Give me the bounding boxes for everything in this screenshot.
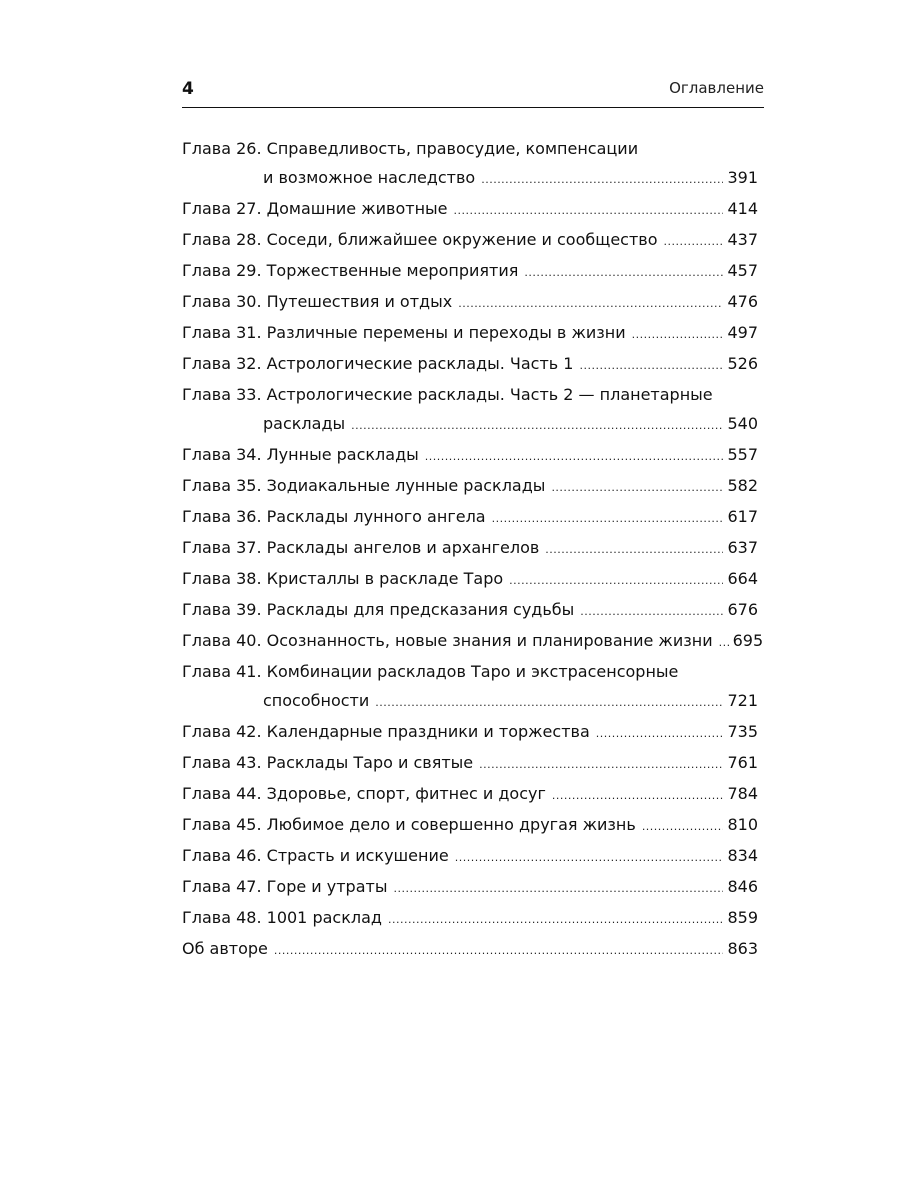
toc-entry-title: Глава 34. Лунные расклады	[182, 445, 419, 464]
toc-entry-line	[182, 810, 758, 841]
toc-entry-title: Глава 36. Расклады лунного ангела	[182, 507, 486, 526]
toc-entry-line	[182, 533, 758, 564]
toc-entry-page: 582	[727, 476, 758, 495]
toc-entry-title: Глава 32. Астрологические расклады. Часть 1	[182, 354, 574, 373]
dot-leader	[393, 872, 723, 903]
toc-entry-title: и возможное наследство	[263, 168, 476, 187]
dot-leader	[551, 471, 723, 502]
toc-entry-page: 810	[727, 815, 758, 834]
toc-entry-line	[182, 595, 758, 626]
toc-entry-line	[182, 748, 758, 779]
toc-entry-title: Глава 27. Домашние животные	[182, 199, 448, 218]
toc-entry-line	[182, 686, 758, 717]
dot-leader	[664, 225, 724, 256]
toc-entry-title: Об авторе	[182, 939, 268, 958]
dot-leader	[455, 841, 724, 872]
toc-entry-title: Глава 33. Астрологические расклады. Часть 2 — планетарные	[182, 385, 713, 404]
toc-entry-line	[182, 626, 764, 657]
toc-entry-line	[182, 409, 758, 440]
toc-entry-page: 476	[727, 292, 758, 311]
toc-entry-page: 846	[727, 877, 758, 896]
toc-entry-title: способности	[263, 691, 370, 710]
toc-entry	[182, 564, 758, 595]
toc-entry-line	[182, 134, 758, 163]
dot-leader	[458, 287, 723, 318]
toc-entry-line	[182, 318, 758, 349]
dot-leader	[351, 409, 723, 440]
toc-entry	[182, 934, 758, 965]
toc-entry-title: Глава 28. Соседи, ближайшее окружение и сообщество	[182, 230, 658, 249]
dot-leader	[388, 903, 723, 934]
toc-entry-title: Глава 42. Календарные праздники и торжества	[182, 722, 590, 741]
dot-leader	[596, 717, 724, 748]
toc-entry-title: Глава 37. Расклады ангелов и архангелов	[182, 538, 540, 557]
toc-entry	[182, 533, 758, 564]
toc-entry-title: Глава 40. Осознанность, новые знания и планирование жизни	[182, 631, 713, 650]
toc-entry	[182, 595, 758, 626]
dot-leader	[375, 686, 723, 717]
dot-leader	[552, 779, 724, 810]
toc-entry-page: 497	[727, 323, 758, 342]
dot-leader	[545, 533, 723, 564]
toc-entry-line	[182, 380, 758, 409]
toc-entry-line	[182, 657, 758, 686]
toc-entry-line	[182, 841, 758, 872]
toc-entry-line	[182, 903, 758, 934]
toc-entry	[182, 872, 758, 903]
dot-leader	[719, 626, 729, 657]
dot-leader	[454, 194, 724, 225]
toc-entry-page: 526	[727, 354, 758, 373]
toc-entry-title: Глава 43. Расклады Таро и святые	[182, 753, 474, 772]
page-number: 4	[182, 79, 194, 99]
toc-entry-line	[182, 349, 758, 380]
toc-entry-page: 457	[727, 261, 758, 280]
dot-leader	[481, 163, 723, 194]
header-divider	[182, 107, 764, 108]
toc-entry-title: Глава 35. Зодиакальные лунные расклады	[182, 476, 546, 495]
dot-leader	[492, 502, 724, 533]
toc-entry-line	[182, 872, 758, 903]
toc-entry	[182, 717, 758, 748]
dot-leader	[274, 934, 724, 965]
toc-entry-page: 859	[727, 908, 758, 927]
dot-leader	[580, 595, 723, 626]
toc-entry-title: Глава 44. Здоровье, спорт, фитнес и досуг	[182, 784, 546, 803]
toc-entry-title: Глава 46. Страсть и искушение	[182, 846, 449, 865]
toc-entry-title: Глава 38. Кристаллы в раскладе Таро	[182, 569, 504, 588]
toc-entry	[182, 626, 764, 657]
toc-entry	[182, 194, 758, 225]
toc-entry-page: 695	[732, 631, 764, 650]
toc-entry-page: 664	[727, 569, 758, 588]
toc-entry	[182, 440, 758, 471]
toc-entry	[182, 318, 758, 349]
section-title: Оглавление	[669, 79, 764, 97]
dot-leader	[509, 564, 723, 595]
toc-entry-line	[182, 471, 758, 502]
toc-entry-line	[182, 194, 758, 225]
toc-entry	[182, 134, 758, 194]
toc-entry-line	[182, 287, 758, 318]
dot-leader	[524, 256, 723, 287]
toc-entry	[182, 225, 758, 256]
dot-leader	[479, 748, 723, 779]
toc-entry-page: 437	[727, 230, 758, 249]
toc-entry-title: Глава 26. Справедливость, правосудие, компенсации	[182, 139, 639, 158]
dot-leader	[642, 810, 724, 841]
toc-entry-page: 637	[727, 538, 758, 557]
toc-entry-title: Глава 39. Расклады для предсказания судьбы	[182, 600, 575, 619]
toc-entry	[182, 502, 758, 533]
toc-entry-page: 557	[727, 445, 758, 464]
toc-entry-title: Глава 48. 1001 расклад	[182, 908, 382, 927]
table-of-contents	[182, 134, 764, 965]
toc-entry-page: 784	[727, 784, 758, 803]
toc-entry	[182, 287, 758, 318]
toc-entry	[182, 349, 758, 380]
toc-entry-line	[182, 717, 758, 748]
toc-entry-page: 414	[727, 199, 758, 218]
toc-entry	[182, 380, 758, 440]
toc-entry-page: 540	[727, 414, 758, 433]
toc-entry-line	[182, 256, 758, 287]
toc-entry	[182, 903, 758, 934]
toc-entry-line	[182, 225, 758, 256]
toc-entry-line	[182, 934, 758, 965]
toc-entry-page: 863	[727, 939, 758, 958]
toc-entry-title: Глава 45. Любимое дело и совершенно другая жизнь	[182, 815, 636, 834]
toc-entry-title: Глава 41. Комбинации раскладов Таро и экстрасенсорные	[182, 662, 679, 681]
toc-entry	[182, 657, 758, 717]
toc-entry-title: Глава 47. Горе и утраты	[182, 877, 388, 896]
toc-entry-page: 391	[727, 168, 758, 187]
toc-entry-line	[182, 564, 758, 595]
dot-leader	[579, 349, 723, 380]
dot-leader	[632, 318, 724, 349]
toc-entry	[182, 841, 758, 872]
dot-leader	[425, 440, 724, 471]
toc-entry-title: Глава 29. Торжественные мероприятия	[182, 261, 519, 280]
toc-entry-page: 676	[727, 600, 758, 619]
toc-entry-title: Глава 30. Путешествия и отдых	[182, 292, 453, 311]
toc-entry	[182, 256, 758, 287]
toc-entry-page: 761	[727, 753, 758, 772]
toc-entry-page: 735	[727, 722, 758, 741]
toc-entry	[182, 779, 758, 810]
toc-entry-line	[182, 163, 758, 194]
toc-entry-title: Глава 31. Различные перемены и переходы в жизни	[182, 323, 626, 342]
page-header	[182, 76, 764, 106]
toc-entry	[182, 810, 758, 841]
toc-entry-page: 834	[727, 846, 758, 865]
toc-entry-page: 721	[727, 691, 758, 710]
toc-entry	[182, 748, 758, 779]
toc-entry-line	[182, 779, 758, 810]
toc-entry	[182, 471, 758, 502]
toc-entry-title: расклады	[263, 414, 346, 433]
toc-entry-line	[182, 502, 758, 533]
toc-entry-page: 617	[727, 507, 758, 526]
toc-entry-line	[182, 440, 758, 471]
